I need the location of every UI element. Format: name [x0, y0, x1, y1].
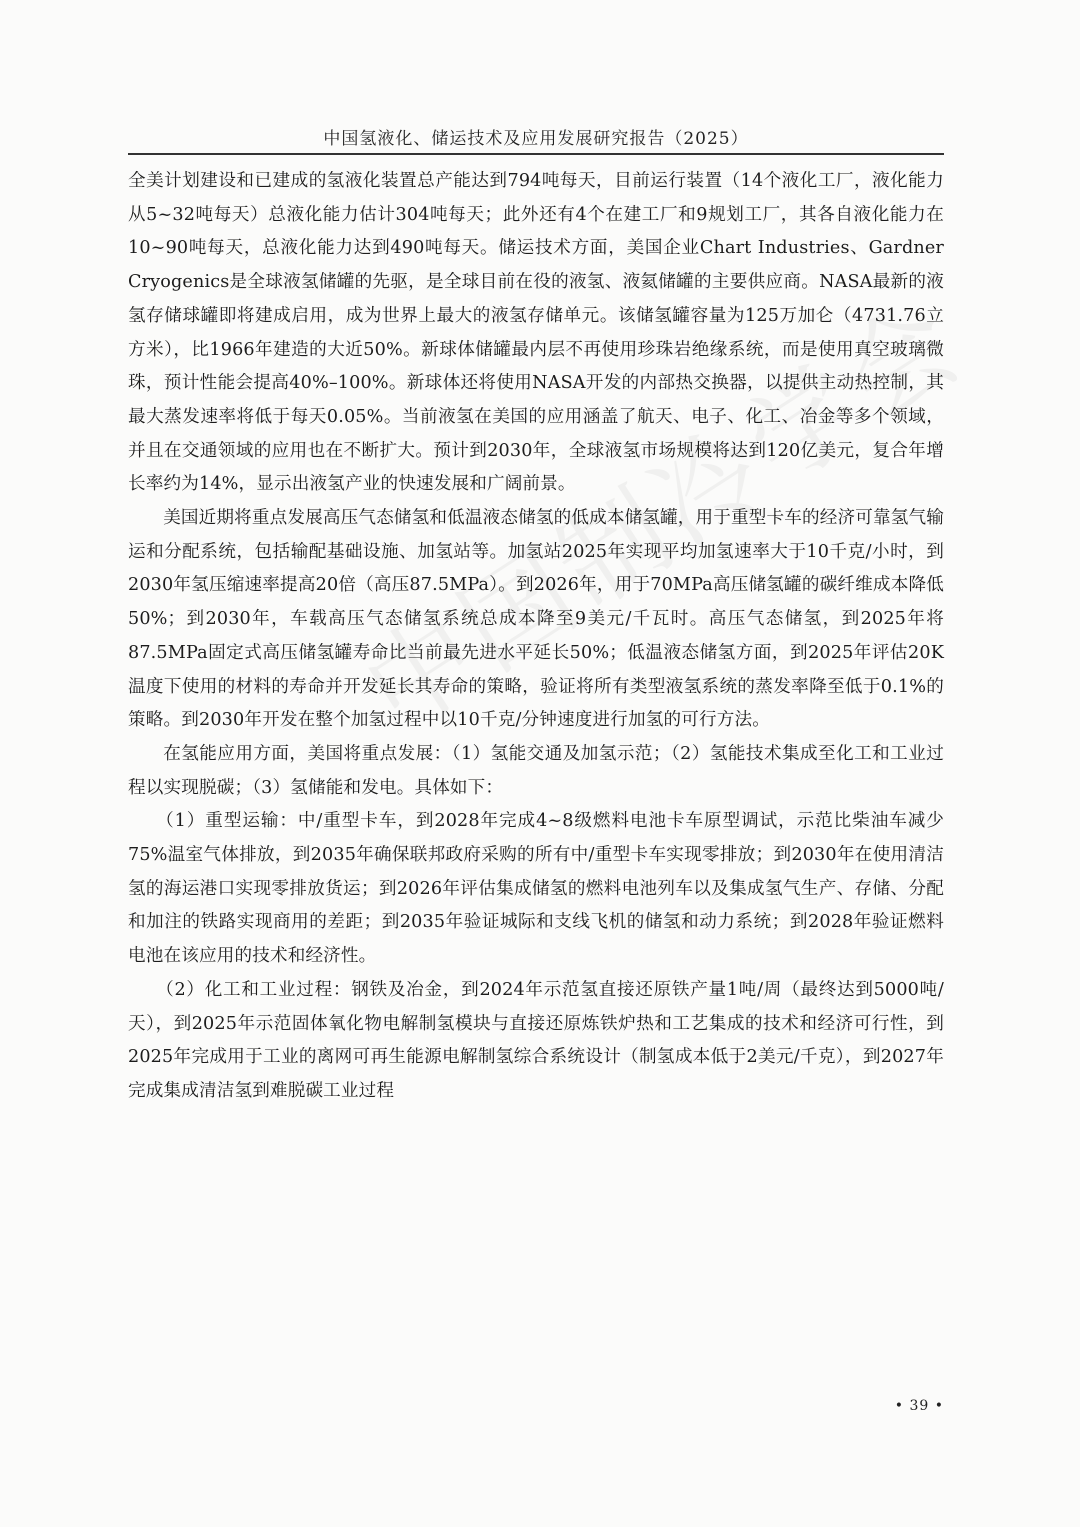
page-number: • 39 •: [894, 1398, 944, 1414]
paragraph-storage-targets: 美国近期将重点发展高压气态储氢和低温液态储氢的低成本储氢罐，用于重型卡车的经济可靠氢气输运和分配系统，包括输配基础设施、加氢站等。加氢站2025年实现平均加氢速率大于10千克/小时，到2030年氢压缩速率提高20倍（高压87.5MPa）。到2026年，用于70MPa高压储氢罐的碳纤维成本降低50%；到2030年，车载高压气态储氢系统总成本降至9美元/千瓦时。高压气态储氢，到2025年将87.5MPa固定式高压储氢罐寿命比当前最先进水平延长50%；低温液态储氢方面，到2025年评估20K温度下使用的材料的寿命并开发延长其寿命的策略，验证将所有类型液氢系统的蒸发率降至低于0.1%的策略。到2030年开发在整个加氢过程中以10千克/分钟速度进行加氢的可行方法。: [128, 508, 944, 731]
running-header: 中国氢液化、储运技术及应用发展研究报告（2025）: [323, 129, 749, 149]
paragraph-us-liquefaction-capacity: 全美计划建设和已建成的氢液化装置总产能达到794吨每天，目前运行装置（14个液化工厂，液化能力从5~32吨每天）总液化能力估计304吨每天；此外还有4个在建工厂和9规划工厂，其各自液化能力在10~90吨每天，总液化能力达到490吨每天。储运技术方面，美国企业Chart Industries、Gardner Cryogenics是全球液氢储罐的先驱，是全球目前在役的液氢、液氦储罐的主要供应商。NASA最新的液氢存储球罐即将建成启用，成为世界上最大的液氢存储单元。该储氢罐容量为125万加仑（4731.76立方米），比1966年建造的大近50%。新球体储罐最内层不再使用珍珠岩绝缘系统，而是使用真空玻璃微珠，预计性能会提高40%–100%。新球体还将使用NASA开发的内部热交换器，以提供主动热控制，其最大蒸发速率将低于每天0.05%。当前液氢在美国的应用涵盖了航天、电子、化工、冶金等多个领域，并且在交通领域的应用也在不断扩大。预计到2030年，全球液氢市场规模将达到120亿美元，复合年增长率约为14%，显示出液氢产业的快速发展和广阔前景。: [128, 171, 944, 495]
paragraph-application-focus: 在氢能应用方面，美国将重点发展：（1）氢能交通及加氢示范；（2）氢能技术集成至化工和工业过程以实现脱碳；（3）氢储能和发电。具体如下：: [128, 743, 944, 798]
paragraph-chemical-industrial: （2）化工和工业过程：钢铁及冶金，到2024年示范氢直接还原铁产量1吨/周（最终达到5000吨/天），到2025年示范固体氧化物电解制氢模块与直接还原炼铁炉热和工艺集成的技术和经济可行性，到2025年完成用于工业的离网可再生能源电解制氢综合系统设计（制氢成本低于2美元/千克），到2027年完成集成清洁氢到难脱碳工业过程: [128, 979, 944, 1101]
paragraph-heavy-transport: （1）重型运输：中/重型卡车，到2028年完成4~8级燃料电池卡车原型调试，示范比柴油车减少75%温室气体排放，到2035年确保联邦政府采购的所有中/重型卡车实现零排放；到2030年在使用清洁氢的海运港口实现零排放货运；到2026年评估集成储氢的燃料电池列车以及集成氢气生产、存储、分配和加注的铁路实现商用的差距；到2035年验证城际和支线飞机的储氢和动力系统；到2028年验证燃料电池在该应用的技术和经济性。: [128, 811, 944, 967]
header-divider: [128, 153, 944, 155]
body-text: [128, 165, 944, 1109]
